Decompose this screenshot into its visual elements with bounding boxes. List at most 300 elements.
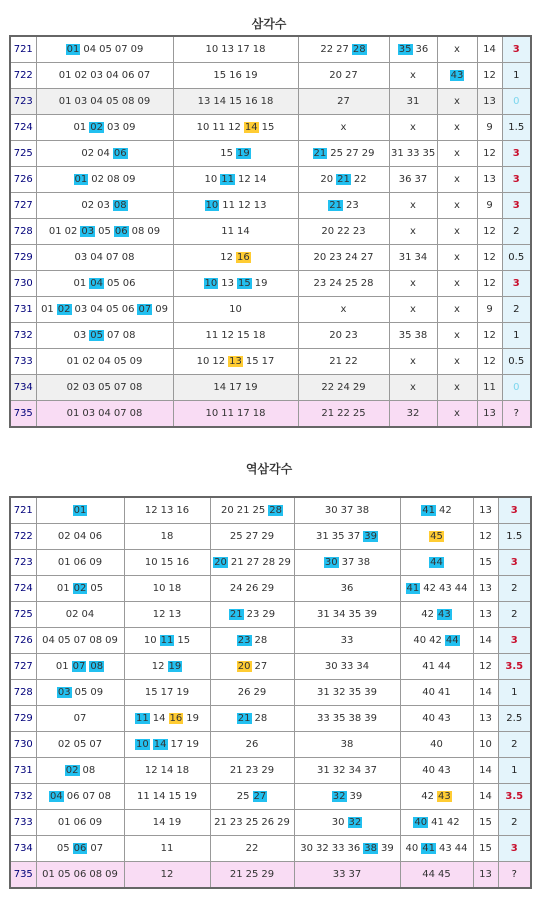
number-group-cell	[389, 349, 437, 375]
number: 05	[106, 304, 119, 315]
number: 19	[184, 791, 197, 802]
table-row	[10, 706, 531, 732]
number: x	[454, 148, 460, 159]
score-cell: 3	[502, 193, 531, 219]
number: 14	[213, 382, 227, 393]
count-cell: 12	[477, 323, 502, 349]
number: 04	[42, 635, 55, 646]
number-group-cell	[437, 36, 477, 63]
highlighted-number: 10	[136, 739, 149, 750]
number: 34	[414, 252, 428, 263]
number: 24	[229, 583, 243, 594]
number: 40	[422, 713, 435, 724]
number: 09	[147, 226, 161, 237]
number-group-cell	[400, 810, 473, 836]
number: 08	[121, 252, 135, 263]
number-group-cell	[437, 349, 477, 375]
table-row	[10, 193, 531, 219]
number-group-cell	[36, 732, 124, 758]
number: 12	[221, 330, 234, 341]
number-group-cell	[400, 602, 473, 628]
number: 29	[261, 869, 275, 880]
count-cell: 13	[473, 602, 498, 628]
number: 33	[317, 713, 330, 724]
score-cell: 1.5	[502, 115, 531, 141]
number: 35	[348, 687, 362, 698]
number: x	[410, 70, 416, 81]
number: 03	[97, 200, 110, 211]
number-group-cell	[173, 297, 298, 323]
number-group-cell	[210, 706, 294, 732]
number: 25	[352, 408, 366, 419]
number: 12	[152, 609, 166, 620]
number-group-cell	[400, 524, 473, 550]
number-group-cell	[124, 836, 210, 862]
number: 05	[113, 356, 127, 367]
number-group-cell	[36, 141, 173, 167]
number-group-cell	[36, 550, 124, 576]
number: 23	[352, 226, 366, 237]
number-group-cell	[36, 758, 124, 784]
number-group-cell	[389, 141, 437, 167]
number-group-cell	[294, 784, 400, 810]
number: x	[454, 382, 460, 393]
table-row	[10, 862, 531, 889]
number: 27	[245, 531, 259, 542]
number: 15	[144, 687, 158, 698]
number: 06	[89, 531, 103, 542]
number: 06	[122, 278, 136, 289]
number: 12	[220, 252, 233, 263]
number-group-cell	[298, 89, 389, 115]
number: 32	[316, 843, 329, 854]
number: 13	[253, 200, 267, 211]
number-group-cell	[36, 219, 173, 245]
number: 22	[353, 174, 367, 185]
number: 13	[197, 96, 211, 107]
number: 10	[196, 122, 210, 133]
highlighted-number: 13	[229, 356, 242, 367]
draw-number: 730	[10, 271, 36, 297]
number-group-cell	[36, 706, 124, 732]
number: 18	[252, 330, 266, 341]
number: 12	[228, 122, 241, 133]
number: 10	[143, 635, 157, 646]
number: 33	[340, 661, 354, 672]
number: 07	[73, 635, 87, 646]
draw-number: 725	[10, 602, 36, 628]
number-group-cell	[173, 219, 298, 245]
number: 25	[229, 531, 243, 542]
number: 04	[98, 356, 111, 367]
number: 15	[213, 70, 227, 81]
number: 37	[340, 505, 354, 516]
highlighted-number: 41	[422, 843, 435, 854]
table-row	[10, 784, 531, 810]
number: 24	[345, 252, 358, 263]
number: 42	[439, 505, 452, 516]
number: 09	[130, 44, 144, 55]
number-group-cell	[400, 550, 473, 576]
number-group-cell	[298, 297, 389, 323]
number: 05	[57, 869, 71, 880]
number: 03	[74, 252, 88, 263]
highlighted-number: 23	[237, 635, 251, 646]
highlighted-number: 21	[337, 174, 350, 185]
number-group-cell	[124, 680, 210, 706]
number: 01	[57, 817, 71, 828]
highlighted-number: 16	[237, 252, 250, 263]
score-cell: 2	[498, 810, 531, 836]
table1-title: 삼각수	[251, 17, 287, 31]
highlighted-number: 39	[364, 531, 377, 542]
number: 03	[74, 304, 88, 315]
number: 38	[340, 739, 354, 750]
draw-number: 735	[10, 862, 36, 889]
number-group-cell	[437, 167, 477, 193]
count-cell: 15	[473, 836, 498, 862]
score-cell: 1	[502, 323, 531, 349]
draw-number: 731	[10, 297, 36, 323]
number: 19	[244, 382, 258, 393]
highlighted-number: 02	[57, 304, 71, 315]
number-group-cell	[124, 602, 210, 628]
count-cell: 12	[477, 141, 502, 167]
number: 08	[131, 226, 145, 237]
number: 22	[245, 843, 259, 854]
count-cell: 11	[477, 375, 502, 401]
number: 08	[122, 330, 136, 341]
number: 07	[106, 252, 119, 263]
number: 09	[122, 174, 136, 185]
number: 07	[107, 330, 120, 341]
number-group-cell	[389, 271, 437, 297]
number: 10	[144, 557, 158, 568]
number: x	[454, 174, 460, 185]
number: 39	[380, 843, 394, 854]
number: 15	[245, 356, 259, 367]
number: 39	[364, 609, 377, 620]
number: 44	[422, 869, 435, 880]
draw-number: 733	[10, 810, 36, 836]
draw-number: 724	[10, 115, 36, 141]
number: 02	[57, 739, 71, 750]
number: 41	[431, 817, 444, 828]
score-cell: 0.5	[502, 245, 531, 271]
number: 09	[122, 122, 136, 133]
score-cell: 1.5	[498, 524, 531, 550]
number-group-cell	[389, 36, 437, 63]
number-group-cell	[298, 115, 389, 141]
number: 43	[439, 843, 452, 854]
number: 05	[99, 44, 112, 55]
score-cell: ?	[502, 401, 531, 428]
number-group-cell	[36, 167, 173, 193]
number: 40	[422, 765, 435, 776]
table-row	[10, 271, 531, 297]
number: 36	[398, 174, 412, 185]
number: 05	[56, 843, 70, 854]
number-group-cell	[437, 375, 477, 401]
highlighted-number: 41	[406, 583, 420, 594]
number-group-cell	[437, 401, 477, 428]
number: 23	[246, 609, 260, 620]
number: 21	[229, 869, 243, 880]
number-group-cell	[294, 732, 400, 758]
number: 14	[237, 226, 250, 237]
draw-number: 731	[10, 758, 36, 784]
number: 01	[58, 70, 72, 81]
number-group-cell	[294, 862, 400, 889]
number: 01	[66, 408, 80, 419]
number: 17	[237, 44, 250, 55]
number: 45	[438, 869, 451, 880]
number-group-cell	[36, 271, 173, 297]
table-row	[10, 349, 531, 375]
score-cell: 3	[498, 550, 531, 576]
highlighted-number: 21	[237, 713, 251, 724]
number: 35	[331, 531, 345, 542]
number-group-cell	[210, 680, 294, 706]
highlighted-number: 08	[90, 661, 104, 672]
number: 34	[356, 661, 370, 672]
score-cell: 3.5	[498, 784, 531, 810]
number: 29	[278, 557, 291, 568]
number-group-cell	[294, 524, 400, 550]
highlighted-number: 44	[430, 557, 443, 568]
number: 29	[261, 531, 275, 542]
highlighted-number: 43	[438, 791, 451, 802]
highlighted-number: 35	[398, 44, 412, 55]
number-group-cell	[294, 706, 400, 732]
number: 43	[438, 765, 451, 776]
number-group-cell	[173, 36, 298, 63]
score-cell: 0.5	[502, 349, 531, 375]
number-group-cell	[36, 862, 124, 889]
number: 15	[168, 791, 182, 802]
number-group-cell	[173, 375, 298, 401]
draw-number: 734	[10, 836, 36, 862]
highlighted-number: 01	[74, 174, 88, 185]
highlighted-number: 04	[90, 278, 103, 289]
number: 35	[348, 609, 362, 620]
number: 02	[81, 200, 95, 211]
number: 04	[97, 148, 110, 159]
number-group-cell	[173, 193, 298, 219]
number: 13	[168, 609, 182, 620]
number: 11	[212, 122, 226, 133]
table-row	[10, 36, 531, 63]
number: 30	[324, 505, 338, 516]
highlighted-number: 19	[237, 148, 250, 159]
number: 10	[196, 356, 210, 367]
number: 02	[57, 531, 71, 542]
number: x	[340, 122, 347, 133]
number-group-cell	[437, 271, 477, 297]
number: 12	[238, 174, 251, 185]
number: 15	[177, 635, 191, 646]
count-cell: 13	[473, 706, 498, 732]
number-group-cell	[36, 349, 173, 375]
count-cell: 13	[477, 89, 502, 115]
draw-number: 733	[10, 349, 36, 375]
number: 03	[73, 330, 87, 341]
draw-number: 729	[10, 245, 36, 271]
number: 37	[348, 869, 362, 880]
number: 27	[254, 661, 268, 672]
number-group-cell	[294, 497, 400, 524]
number-group-cell	[173, 401, 298, 428]
number: 14	[152, 713, 166, 724]
number: 01	[42, 869, 55, 880]
score-cell: 1	[498, 758, 531, 784]
number-group-cell	[294, 758, 400, 784]
number-group-cell	[36, 810, 124, 836]
number-group-cell	[389, 375, 437, 401]
number: 27	[360, 252, 374, 263]
number-group-cell	[173, 271, 298, 297]
number: 12	[212, 356, 226, 367]
number-group-cell	[173, 115, 298, 141]
number-group-cell	[298, 167, 389, 193]
score-cell: 3	[502, 36, 531, 63]
number-group-cell	[36, 524, 124, 550]
number: 21	[214, 817, 227, 828]
number: 20	[329, 330, 342, 341]
number-group-cell	[294, 680, 400, 706]
number: 39	[364, 713, 377, 724]
draw-number: 732	[10, 784, 36, 810]
count-cell: 13	[477, 167, 502, 193]
number-group-cell	[173, 63, 298, 89]
number: 31	[317, 609, 330, 620]
number: 14	[160, 765, 174, 776]
number-group-cell	[36, 375, 173, 401]
number: 33	[406, 148, 420, 159]
score-cell: 1	[498, 680, 531, 706]
table-row	[10, 245, 531, 271]
number: 04	[106, 70, 119, 81]
number: 02	[74, 70, 88, 81]
number: 37	[347, 531, 361, 542]
number: 06	[66, 791, 80, 802]
number-group-cell	[298, 36, 389, 63]
table-row	[10, 758, 531, 784]
number-group-cell	[173, 89, 298, 115]
number: 30	[324, 661, 338, 672]
number-group-cell	[124, 550, 210, 576]
highlighted-number: 11	[221, 174, 234, 185]
highlighted-number: 03	[81, 226, 95, 237]
table-row	[10, 141, 531, 167]
highlighted-number: 03	[57, 687, 71, 698]
number: 31	[317, 687, 330, 698]
number: 34	[332, 609, 346, 620]
number-group-cell	[124, 758, 210, 784]
number-group-cell	[294, 550, 400, 576]
number: 43	[438, 713, 451, 724]
number-group-cell	[298, 245, 389, 271]
number: 11	[221, 408, 234, 419]
table-row	[10, 323, 531, 349]
number: 04	[90, 96, 103, 107]
draw-number: 734	[10, 375, 36, 401]
count-cell: 13	[473, 576, 498, 602]
count-cell: 14	[477, 36, 502, 63]
number: 19	[254, 278, 268, 289]
number: 42	[421, 791, 434, 802]
number: 12	[160, 869, 174, 880]
number: 39	[349, 791, 363, 802]
number: 44	[454, 583, 468, 594]
number-group-cell	[173, 141, 298, 167]
number-group-cell	[294, 576, 400, 602]
number: x	[454, 122, 460, 133]
number: 15	[237, 330, 250, 341]
number: 19	[186, 713, 199, 724]
number: 16	[244, 96, 258, 107]
number: x	[454, 252, 460, 263]
score-cell: 3.5	[498, 654, 531, 680]
number: 09	[89, 817, 103, 828]
number: 01	[41, 304, 54, 315]
highlighted-number: 41	[422, 505, 435, 516]
number: 01	[73, 278, 87, 289]
number-group-cell	[210, 758, 294, 784]
highlighted-number: 43	[438, 609, 451, 620]
number: 04	[90, 304, 103, 315]
number: 17	[160, 687, 174, 698]
table-row	[10, 836, 531, 862]
highlighted-number: 02	[73, 583, 87, 594]
number-group-cell	[36, 602, 124, 628]
number: 30	[300, 843, 314, 854]
number: 18	[176, 765, 190, 776]
number: 11	[160, 843, 174, 854]
highlighted-number: 28	[269, 505, 282, 516]
number-group-cell	[36, 680, 124, 706]
number: x	[454, 44, 460, 55]
number: 42	[429, 635, 442, 646]
draw-number: 729	[10, 706, 36, 732]
number: 27	[345, 70, 358, 81]
number-group-cell	[124, 810, 210, 836]
number-group-cell	[294, 654, 400, 680]
count-cell: 14	[473, 680, 498, 706]
number: 02	[64, 226, 78, 237]
number-group-cell	[36, 836, 124, 862]
number-group-cell	[389, 115, 437, 141]
number: 03	[90, 70, 103, 81]
number-group-cell	[400, 680, 473, 706]
number: 10	[229, 304, 242, 315]
number-group-cell	[389, 89, 437, 115]
number-group-cell	[298, 323, 389, 349]
count-cell: 14	[473, 758, 498, 784]
number: x	[454, 408, 460, 419]
number-group-cell	[389, 323, 437, 349]
highlighted-number: 08	[113, 200, 127, 211]
number: x	[410, 382, 416, 393]
number-group-cell	[400, 654, 473, 680]
draw-number: 735	[10, 401, 36, 428]
number: 12	[151, 661, 165, 672]
number: 29	[262, 609, 276, 620]
number: 01	[48, 226, 62, 237]
number: 09	[105, 869, 118, 880]
number-group-cell	[210, 524, 294, 550]
highlighted-number: 20	[237, 661, 251, 672]
